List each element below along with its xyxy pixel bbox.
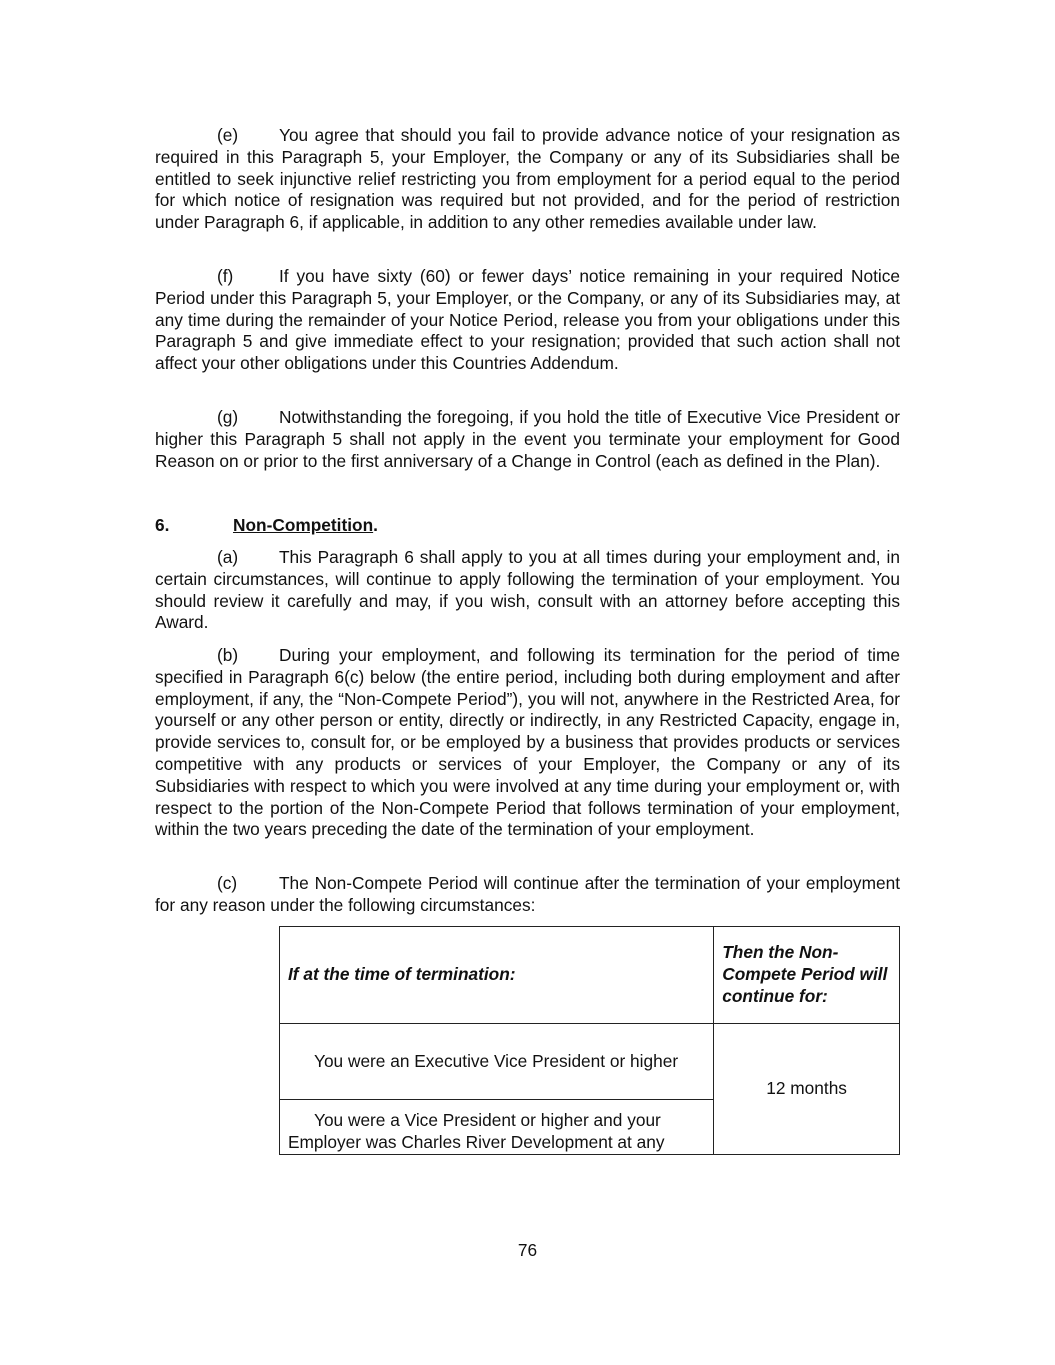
paragraph-text: Notwithstanding the foregoing, if you hold the title of Executive Vice President or higher this Paragraph 5 shall not apply in the event you terminate your employment for Good Reason on or prior to the first anniversary of a Change in Control (each as defined in the Plan). (155, 407, 900, 471)
paragraph-g-block (155, 407, 900, 472)
paragraph-text: During your employment, and following its termination for the period of time specified in Paragraph 6(c) below (the entire period, including both during employment and after employment, if any, the “Non-Compete Period”), you will not, anywhere in the Restricted Area, for yourself or any other person or entity, directly or indirectly, in any Restricted Capacity, engage in, provide services to, consult for, or be employed by a business that provides products or services competitive with any products or services of your Employer, the Company or any of its Subsidiaries with respect to which you were involved at any time during your employment or, with respect to the portion of the Non-Compete Period that follows termination of your employment, within the two years preceding the date of the termination of your employment. (155, 645, 900, 840)
table-cell-condition (280, 1100, 714, 1155)
section-title-suffix: . (373, 515, 378, 535)
section-heading (155, 515, 378, 537)
paragraph-b (155, 645, 900, 841)
paragraph-c (155, 873, 900, 917)
condition-text: You were an Executive Vice President or higher (314, 1050, 679, 1071)
paragraph-e (155, 125, 900, 234)
page-number: 76 (517, 1240, 538, 1260)
table-cell-duration: 12 months (714, 1024, 900, 1155)
table-header-condition: If at the time of termination: (280, 927, 714, 1024)
paragraph-e-block (155, 125, 900, 234)
paragraph-marker: (f) (217, 266, 234, 286)
paragraph-text: You agree that should you fail to provide advance notice of your resignation as required in this Paragraph 5, your Employer, the Company or any of its Subsidiaries shall be entitled to seek injunctive relief restricting you from employment for a period equal to the period for which notice of resignation was required but not provided, and for the period of restriction under Paragraph 6, if applicable, in addition to any other remedies available under law. (155, 125, 900, 233)
paragraph-marker: (c) (217, 873, 238, 893)
section-title: Non-Competition (233, 515, 374, 535)
paragraph-c-block (155, 873, 900, 917)
paragraph-text: This Paragraph 6 shall apply to you at all times during your employment and, in certain circumstances, will continue to apply following the termination of your employment. You should review it carefully and may, if you wish, consult with an attorney before accepting this Award. (155, 547, 900, 633)
table-header-row (280, 927, 900, 1024)
paragraph-g (155, 407, 900, 472)
condition-text: You were a Vice President or higher and your Employer was Charles River Development at any (288, 1110, 665, 1152)
table-header-duration: Then the Non-Compete Period will continue for: (714, 927, 900, 1024)
paragraph-a (155, 547, 900, 634)
paragraph-a-block (155, 547, 900, 634)
paragraph-marker: (g) (217, 407, 239, 427)
paragraph-marker: (b) (217, 645, 239, 665)
paragraph-f (155, 266, 900, 375)
paragraph-f-block (155, 266, 900, 375)
section-number: 6. (155, 515, 170, 535)
table-row (280, 1024, 900, 1100)
paragraph-b-block (155, 645, 900, 841)
table-cell-condition (280, 1024, 714, 1100)
paragraph-text: If you have sixty (60) or fewer days’ notice remaining in your required Notice Period under this Paragraph 5, your Employer, or the Company, or any of its Subsidiaries may, at any time during the remainder of your Notice Period, release you from your obligations under this Paragraph 5 and give immediate effect to your resignation; provided that such action shall not affect your other obligations under this Countries Addendum. (155, 266, 900, 374)
paragraph-marker: (e) (217, 125, 239, 145)
paragraph-text: The Non-Compete Period will continue after the termination of your employment for any reason under the following circumstances: (155, 873, 900, 915)
non-compete-table (279, 926, 900, 1155)
paragraph-marker: (a) (217, 547, 239, 567)
